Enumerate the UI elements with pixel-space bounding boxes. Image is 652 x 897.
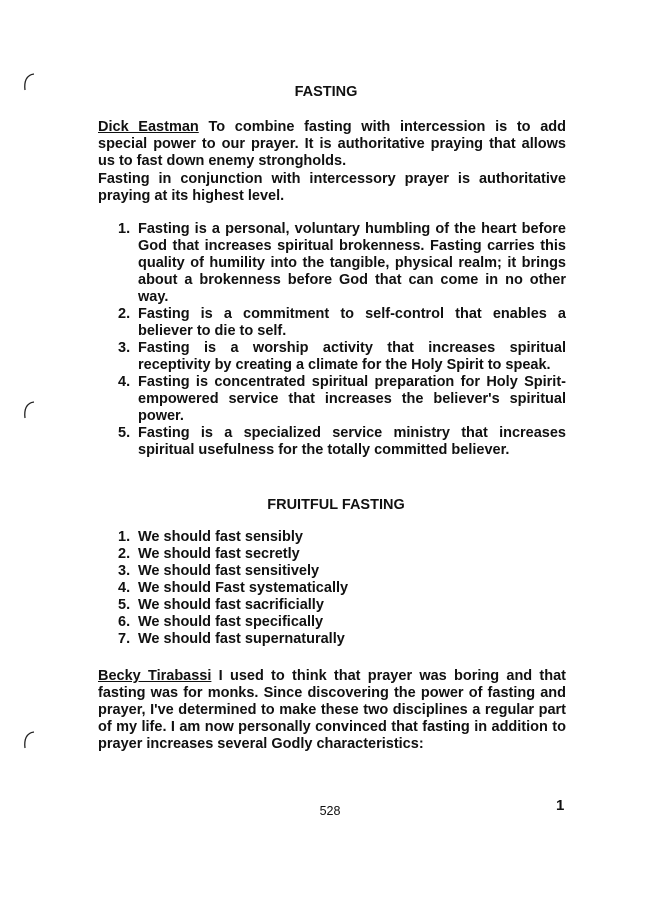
- section-subtitle: FRUITFUL FASTING: [267, 497, 405, 513]
- list-item: 3. We should fast sensitively: [118, 563, 320, 579]
- fasting-points-list: [118, 221, 566, 459]
- list-item: 2. We should fast secretly: [118, 546, 300, 562]
- intro-text: To combine fasting with intercession is to add special power to our prayer. It is authoritative praying that allows us to fast down enemy strongholds.: [98, 119, 566, 169]
- intro-author: Dick Eastman: [98, 119, 199, 135]
- binder-hole-mark-bottom: [22, 730, 36, 750]
- list-item: 4. We should Fast systematically: [118, 580, 349, 596]
- page-number: 528: [319, 804, 341, 818]
- fruitful-fasting-list: [118, 529, 566, 648]
- list-item: 7. We should fast supernaturally: [118, 631, 345, 647]
- intro-paragraph: [98, 119, 566, 170]
- list-item: 2. Fasting is a commitment to self-control that enables a believer to die to self.: [118, 306, 566, 339]
- list-item: 5. We should fast sacrificially: [118, 597, 324, 613]
- binder-hole-mark-middle: [22, 400, 36, 420]
- closing-paragraph: [98, 668, 566, 753]
- closing-author: Becky Tirabassi: [98, 668, 212, 684]
- list-item: 6. We should fast specifically: [118, 614, 324, 630]
- list-item: 4. Fasting is concentrated spiritual preparation for Holy Spirit-empowered service that increases the believer's spiritual power.: [118, 374, 566, 424]
- list-item: 1. Fasting is a personal, voluntary humbling of the heart before God that increases spiritual brokenness. Fasting carries this quality of humility into the tangible, physical realm; it brings about a brokenness before God that can come in no other way.: [118, 221, 566, 305]
- list-item: 5. Fasting is a specialized service ministry that increases spiritual usefulness for the totally committed believer.: [118, 425, 566, 458]
- intro-paragraph-2: Fasting in conjunction with intercessory prayer is authoritative praying at its highest level.: [98, 171, 566, 204]
- page-title: FASTING: [294, 84, 358, 100]
- closing-text: I used to think that prayer was boring and that fasting was for monks. Since discovering the power of fasting and prayer, I've determined to make these two disciplines a regular part of my life. I am now personally convinced that fasting in addition to prayer increases several Godly characteristics:: [98, 668, 566, 752]
- corner-number: 1: [556, 797, 565, 814]
- list-item: 3. Fasting is a worship activity that increases spiritual receptivity by creating a climate for the Holy Spirit to speak.: [118, 340, 566, 373]
- list-item: 1. We should fast sensibly: [118, 529, 303, 545]
